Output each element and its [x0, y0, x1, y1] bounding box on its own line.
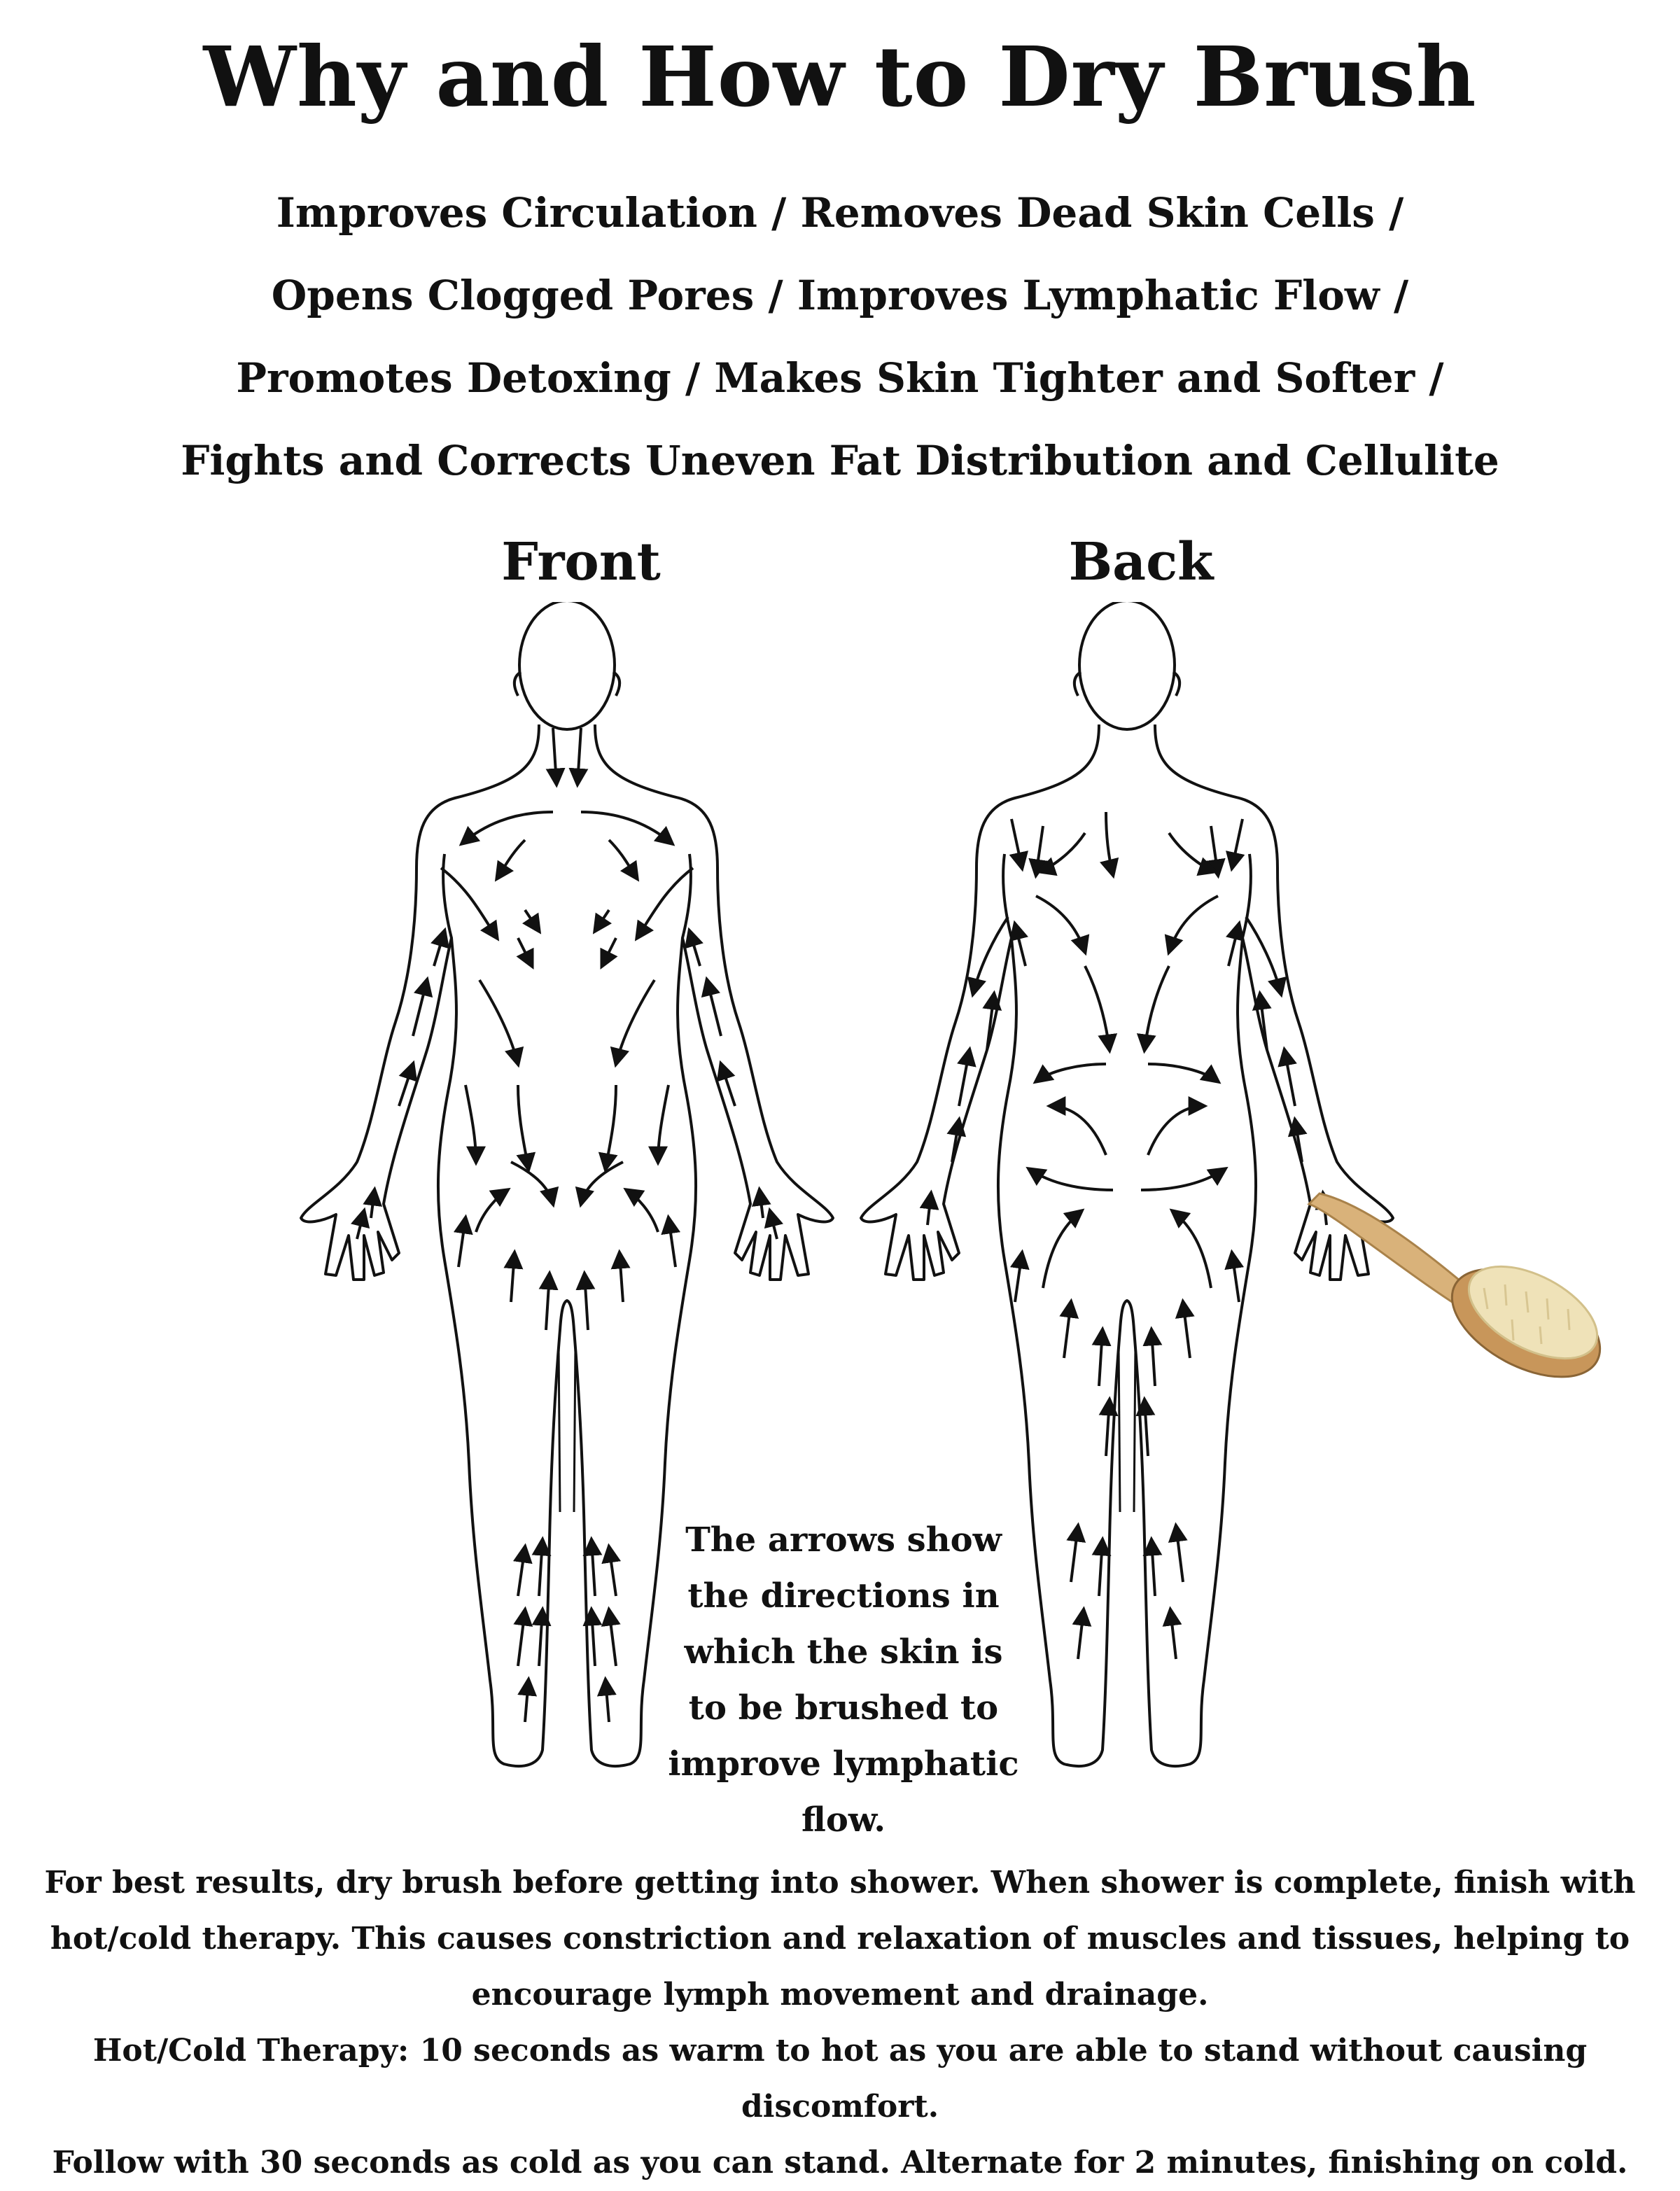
footer-line: Hot/Cold Therapy: 10 seconds as warm to hot as you are able to stand without causing discomfort.: [92, 2033, 1588, 2124]
footer-line: encourage lymph movement and drainage.: [471, 1977, 1209, 2012]
note-line: to be brushed to: [688, 1688, 999, 1728]
note-line: The arrows show: [685, 1520, 1002, 1560]
benefit-line: Opens Clogged Pores / Improves Lymphatic Flow /: [271, 272, 1409, 319]
back-label: Back: [1068, 532, 1214, 592]
footer-instructions: [0, 1855, 1680, 2191]
footer-line: Follow with 30 seconds as cold as you can stand. Alternate for 2 minutes, finishing on cold.: [52, 2145, 1628, 2180]
footer-line: For best results, dry brush before getting into shower. When shower is complete, finish with: [44, 1865, 1636, 1900]
footer-line: hot/cold therapy. This causes constriction and relaxation of muscles and tissues, helping to: [50, 1921, 1630, 1956]
note-line: the directions in: [687, 1576, 1000, 1616]
dry-brush-icon: [1309, 1194, 1618, 1399]
benefit-line: Improves Circulation / Removes Dead Skin Cells /: [276, 189, 1404, 237]
arrow-explanation-note: [651, 1512, 1036, 1848]
benefit-line: Promotes Detoxing / Makes Skin Tighter and Softer /: [236, 354, 1444, 402]
front-label: Front: [501, 532, 661, 592]
benefit-line: Fights and Corrects Uneven Fat Distribution and Cellulite: [181, 437, 1499, 484]
note-line: which the skin is: [684, 1632, 1003, 1672]
note-line: improve lymphatic: [668, 1744, 1019, 1784]
note-line: flow.: [801, 1800, 886, 1840]
page-title: Why and How to Dry Brush: [203, 28, 1477, 125]
